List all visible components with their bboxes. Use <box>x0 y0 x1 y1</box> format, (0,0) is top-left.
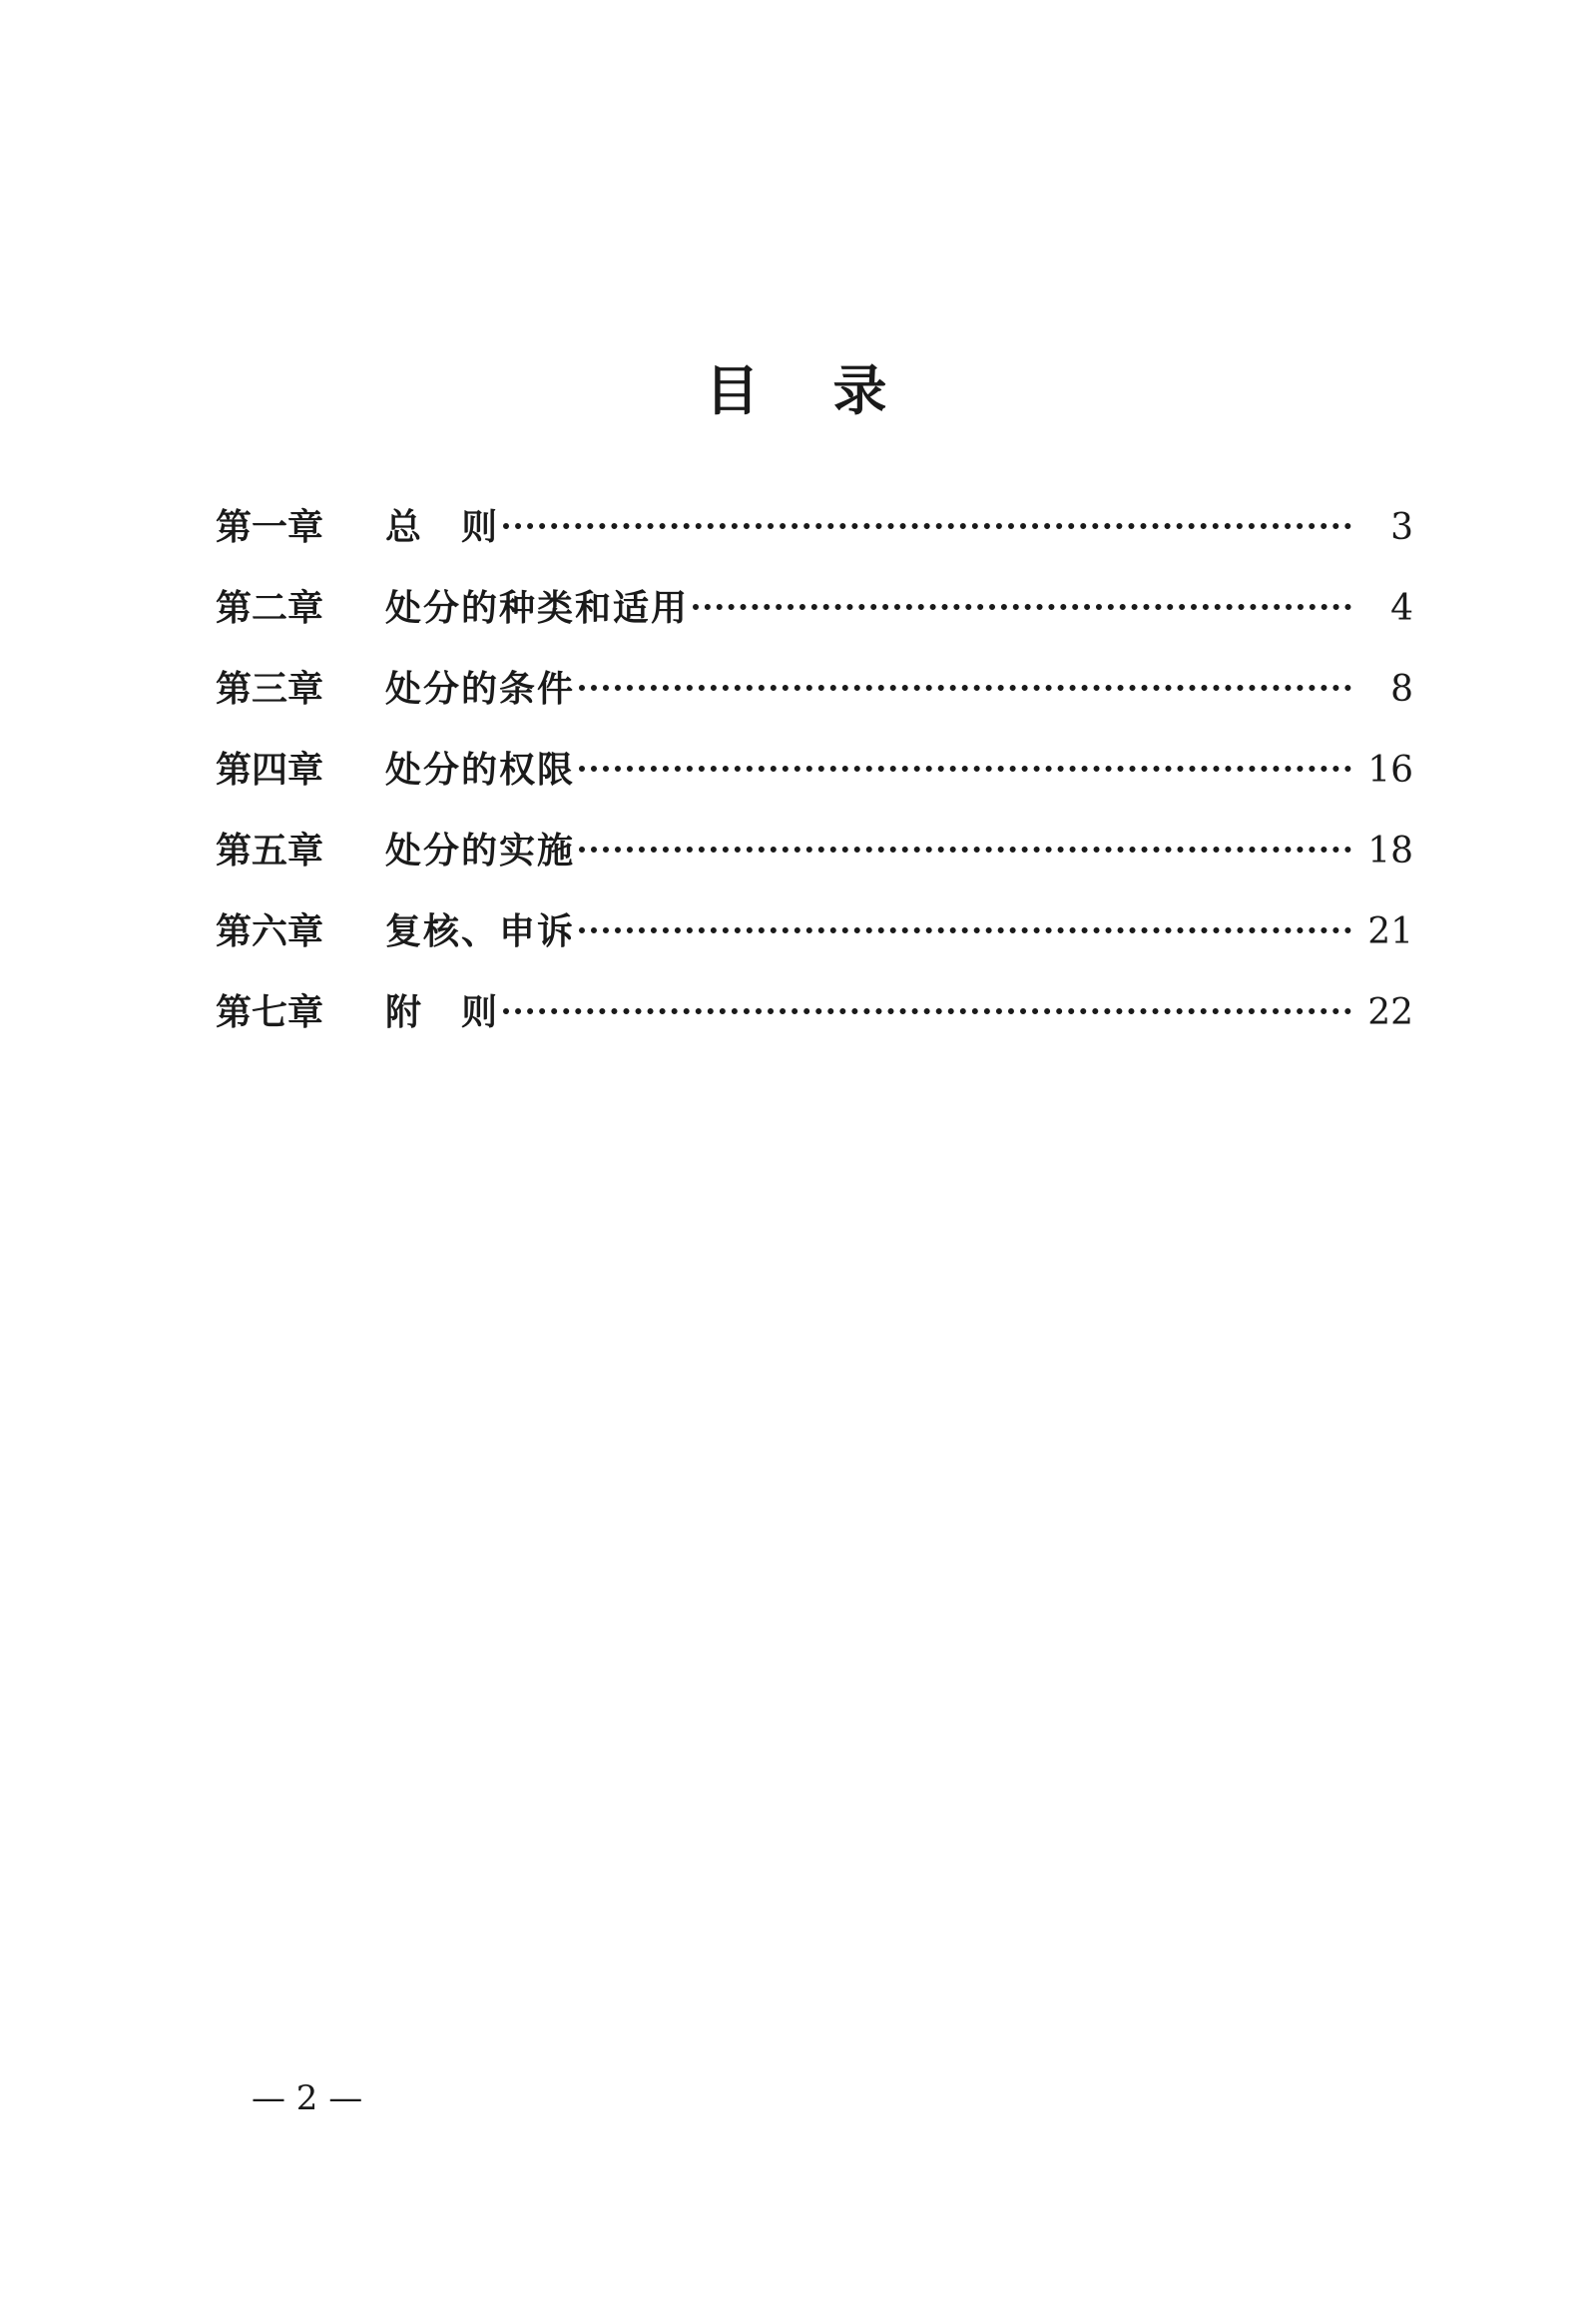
chapter-number: 第一章 <box>216 507 324 548</box>
chapter-title: 处分的实施 <box>385 831 576 871</box>
footer-page-marker: — 2 — <box>252 2078 363 2118</box>
chapter-number: 第五章 <box>216 831 324 871</box>
page-number: 3 <box>1390 507 1413 548</box>
dot-leader <box>693 604 1351 610</box>
chapter-title: 处分的权限 <box>385 750 576 791</box>
chapter-title: 附 则 <box>385 992 500 1033</box>
toc-entry-2 <box>216 580 1413 661</box>
toc-entry-1 <box>216 499 1413 580</box>
toc-entry-5 <box>216 823 1413 903</box>
page-number: 18 <box>1367 831 1413 871</box>
dot-leader <box>579 927 1351 933</box>
page-number: 4 <box>1390 588 1413 629</box>
page-number: 16 <box>1367 750 1413 791</box>
toc-entry-4 <box>216 742 1413 823</box>
dot-leader <box>579 847 1351 853</box>
chapter-title: 复核、申诉 <box>385 911 576 952</box>
chapter-number: 第二章 <box>216 588 324 629</box>
chapter-number: 第七章 <box>216 992 324 1033</box>
title-char-2: 录 <box>832 359 891 422</box>
dot-leader <box>503 523 1351 529</box>
dot-leader <box>579 766 1351 772</box>
page-number: 21 <box>1367 911 1413 952</box>
chapter-number: 第三章 <box>216 669 324 710</box>
chapter-title: 总 则 <box>385 507 500 548</box>
dot-leader <box>579 685 1351 691</box>
page-number: 22 <box>1367 992 1413 1033</box>
dot-leader <box>503 1008 1351 1014</box>
toc-entry-6 <box>216 903 1413 984</box>
toc-entry-3 <box>216 661 1413 742</box>
page-number: 8 <box>1390 669 1413 710</box>
table-of-contents <box>216 499 1413 1065</box>
page-title <box>0 359 1596 422</box>
chapter-number: 第六章 <box>216 911 324 952</box>
toc-entry-7 <box>216 984 1413 1065</box>
chapter-title: 处分的条件 <box>385 669 576 710</box>
chapter-title: 处分的种类和适用 <box>385 588 690 629</box>
title-char-1: 目 <box>705 359 764 422</box>
chapter-number: 第四章 <box>216 750 324 791</box>
